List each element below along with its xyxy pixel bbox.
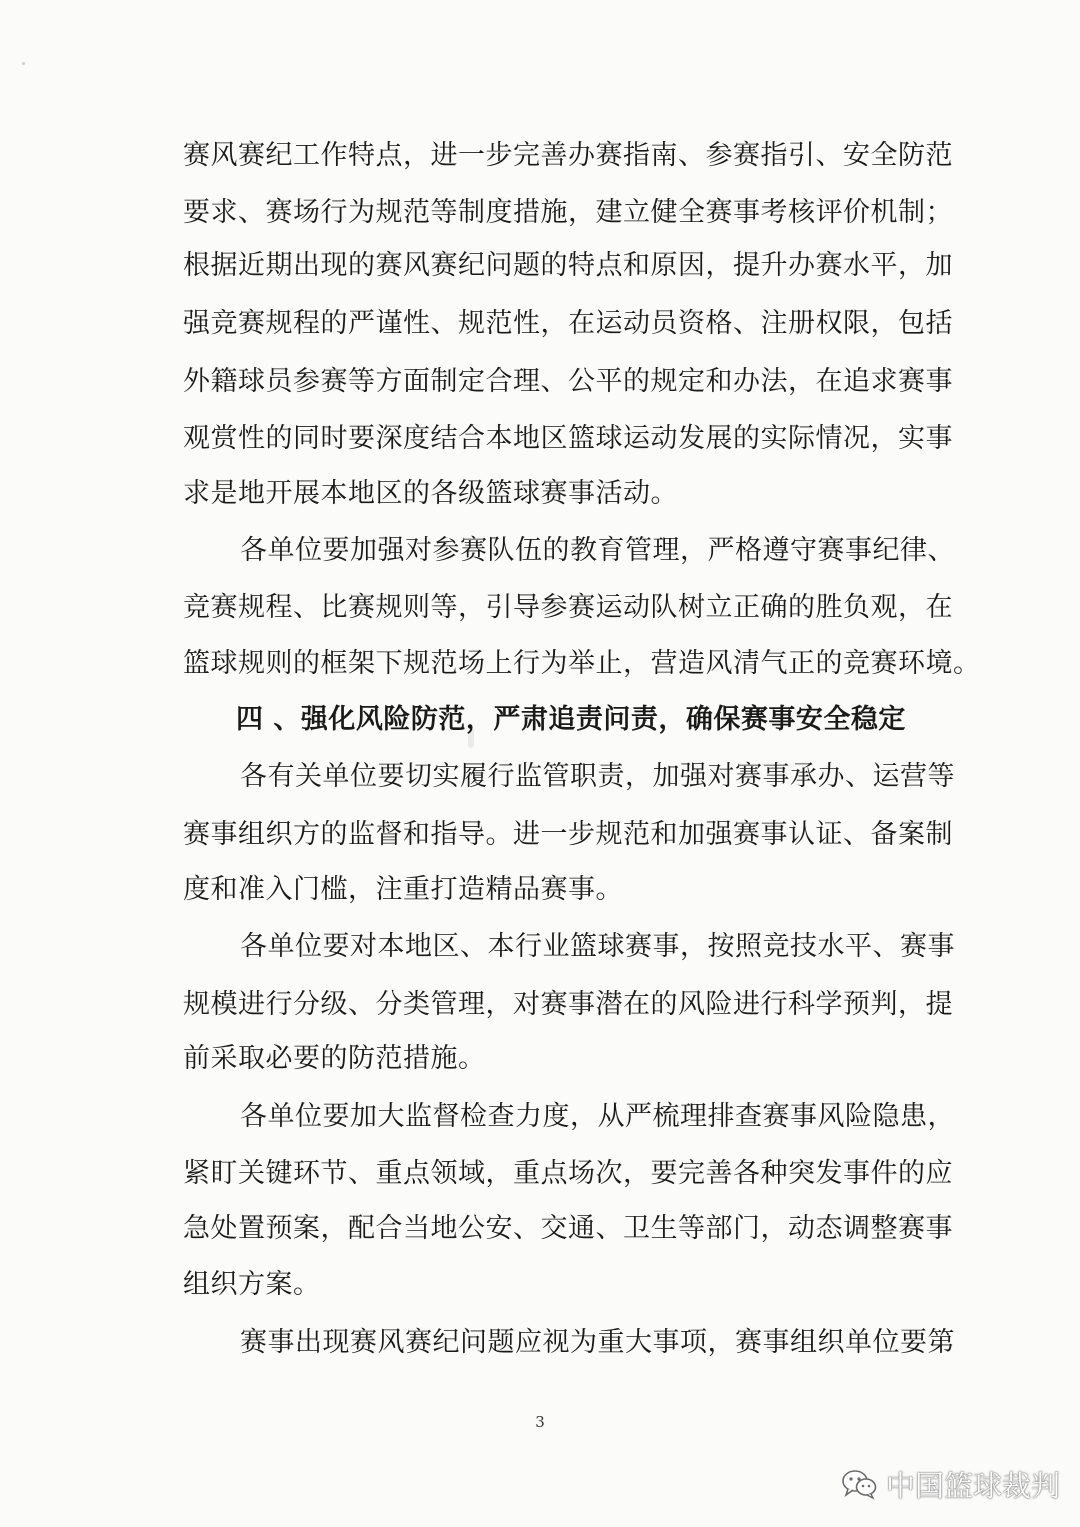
body-line: 规模进行分级、分类管理，对赛事潜在的风险进行科学预判，提 bbox=[183, 989, 953, 1020]
watermark-text: 中国篮球裁判 bbox=[886, 1468, 1061, 1503]
body-line: 组织方案。 bbox=[183, 1269, 321, 1300]
body-line: 前采取必要的防范措施。 bbox=[183, 1043, 486, 1074]
body-line: 竞赛规程、比赛规则等，引导参赛运动队树立正确的胜负观，在 bbox=[183, 592, 953, 623]
page-number: 3 bbox=[535, 1413, 545, 1431]
paragraph-first-line: 各单位要加强对参赛队伍的教育管理，严格遵守赛事纪律、 bbox=[240, 535, 955, 566]
paragraph-first-line: 各单位要加大监督检查力度，从严梳理排查赛事风险隐患， bbox=[240, 1101, 955, 1132]
body-line: 要求、赛场行为规范等制度措施，建立健全赛事考核评价机制； bbox=[183, 197, 953, 228]
paragraph-first-line: 各有关单位要切实履行监管职责，加强对赛事承办、运营等 bbox=[240, 761, 955, 792]
body-line: 赛风赛纪工作特点，进一步完善办赛指南、参赛指引、安全防范 bbox=[183, 140, 953, 171]
body-line: 紧盯关键环节、重点领域，重点场次，要完善各种突发事件的应 bbox=[183, 1158, 953, 1189]
wechat-icon bbox=[840, 1468, 878, 1500]
body-line: 赛事组织方的监督和指导。进一步规范和加强赛事认证、备案制 bbox=[183, 819, 953, 850]
body-line: 急处置预案，配合当地公安、交通、卫生等部门，动态调整赛事 bbox=[183, 1213, 953, 1244]
body-line: 度和准入门槛，注重打造精品赛事。 bbox=[183, 874, 623, 905]
body-line: 强竞赛规程的严谨性、规范性，在运动员资格、注册权限，包括 bbox=[183, 308, 953, 339]
watermark bbox=[840, 1464, 1060, 1504]
body-line: 篮球规则的框架下规范场上行为举止，营造风清气正的竞赛环境。 bbox=[183, 648, 981, 679]
section-heading: 四 、强化风险防范，严肃追责问责，确保赛事安全稳定 bbox=[236, 704, 906, 735]
body-line: 外籍球员参赛等方面制定合理、公平的规定和办法，在追求赛事 bbox=[183, 366, 953, 397]
body-line: 观赏性的同时要深度结合本地区篮球运动发展的实际情况，实事 bbox=[183, 423, 953, 454]
body-line: 求是地开展本地区的各级篮球赛事活动。 bbox=[183, 478, 678, 509]
paragraph-first-line: 赛事出现赛风赛纪问题应视为重大事项，赛事组织单位要第 bbox=[240, 1327, 955, 1358]
scan-speck bbox=[22, 62, 25, 65]
paragraph-first-line: 各单位要对本地区、本行业篮球赛事，按照竞技水平、赛事 bbox=[240, 931, 955, 962]
body-line: 根据近期出现的赛风赛纪问题的特点和原因，提升办赛水平，加 bbox=[183, 250, 953, 281]
